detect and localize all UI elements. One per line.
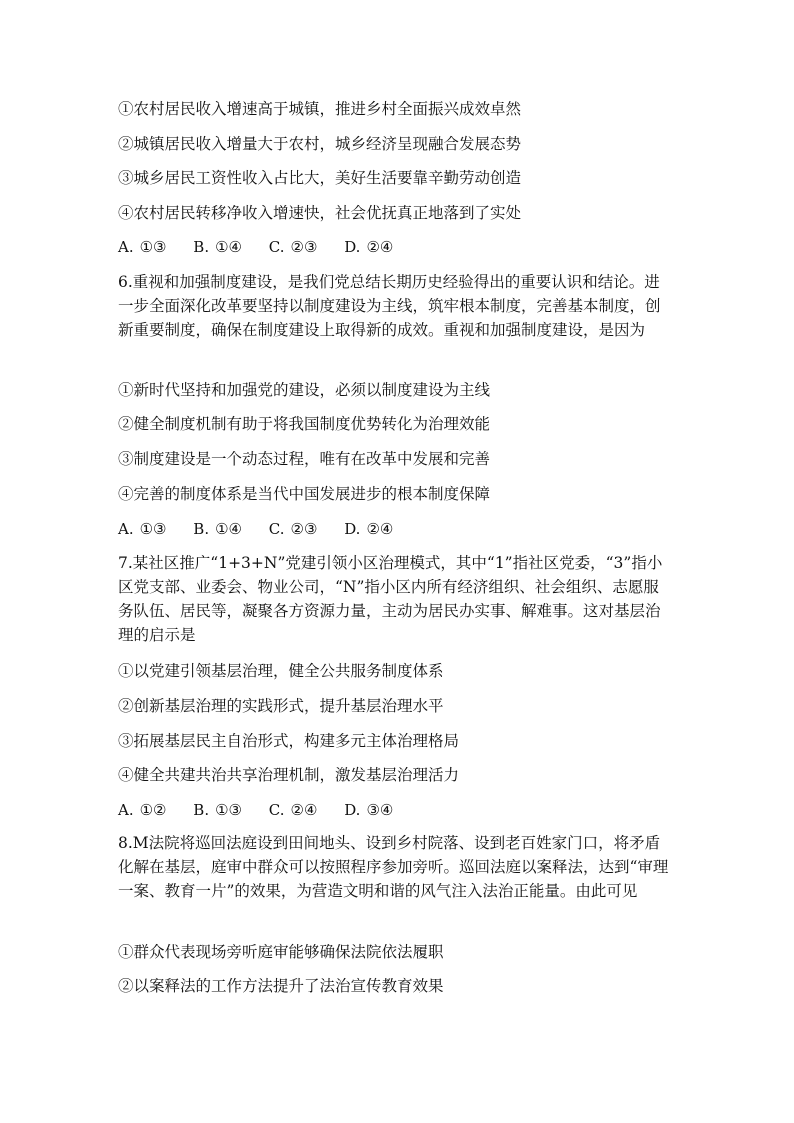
q7-option-2: ②创新基层治理的实践形式，提升基层治理水平 — [118, 697, 444, 715]
q6-choice-a[interactable]: A. ①③ — [118, 520, 167, 538]
q6-option-4: ④完善的制度体系是当代中国发展进步的根本制度保障 — [118, 485, 491, 503]
q7-stem: 7.某社区推广“1+3+N”党建引领小区治理模式，其中“1”指社区党委，“3”指小区党支部、业委会、物业公司，“N”指小区内所有经济组织、社会组织、志愿服务队伍、居民等，凝聚各方资源力量，主动为居民办实事、解难事。这对基层治理的启示是 — [118, 554, 663, 644]
q8-stem: 8.M法院将巡回法庭设到田间地头、设到乡村院落、设到老百姓家门口，将矛盾化解在基层，庭审中群众可以按照程序参加旁听。巡回法庭以案释法，达到“审理一案、教育一片”的效果，为营造文明和谐的风气注入法治正能量。由此可见 — [118, 834, 669, 900]
q8-option-1: ①群众代表现场旁听庭审能够确保法院依法履职 — [118, 943, 444, 961]
q7-choice-d[interactable]: D. ③④ — [344, 801, 394, 819]
q6-option-2: ②健全制度机制有助于将我国制度优势转化为治理效能 — [118, 415, 491, 433]
q5-choice-b[interactable]: B. ①④ — [193, 238, 242, 256]
q5-option-4: ④农村居民转移净收入增速快，社会优抚真正地落到了实处 — [118, 204, 522, 222]
q6-option-3: ③制度建设是一个动态过程，唯有在改革中发展和完善 — [118, 450, 491, 468]
q6-stem: 6.重视和加强制度建设，是我们党总结长期历史经验得出的重要认识和结论。进一步全面深化改革要坚持以制度建设为主线，筑牢根本制度，完善基本制度，创新重要制度，确保在制度建设上取得新的成效。重视和加强制度建设，是因为 — [118, 273, 661, 339]
q7-option-1: ①以党建引领基层治理，健全公共服务制度体系 — [118, 662, 444, 680]
q7-choice-a[interactable]: A. ①② — [118, 801, 167, 819]
q5-answer-choices — [118, 236, 678, 258]
q5-option-1: ①农村居民收入增速高于城镇，推进乡村全面振兴成效卓然 — [118, 100, 522, 118]
q6-option-1: ①新时代坚持和加强党的建设，必须以制度建设为主线 — [118, 381, 491, 399]
q7-option-3: ③拓展基层民主自治形式，构建多元主体治理格局 — [118, 732, 460, 750]
q5-option-3: ③城乡居民工资性收入占比大，美好生活要靠辛勤劳动创造 — [118, 169, 522, 187]
q8-option-2: ②以案释法的工作方法提升了法治宣传教育效果 — [118, 977, 444, 995]
q5-choice-c[interactable]: C. ②③ — [268, 238, 318, 256]
q7-choice-b[interactable]: B. ①③ — [193, 801, 242, 819]
q6-choice-c[interactable]: C. ②③ — [268, 520, 318, 538]
q6-answer-choices — [118, 518, 678, 540]
q5-choice-a[interactable]: A. ①③ — [118, 238, 167, 256]
q5-choice-d[interactable]: D. ②④ — [344, 238, 394, 256]
q5-option-2: ②城镇居民收入增量大于农村，城乡经济呈现融合发展态势 — [118, 135, 522, 153]
q6-choice-b[interactable]: B. ①④ — [193, 520, 242, 538]
q7-choice-c[interactable]: C. ②④ — [268, 801, 318, 819]
q6-choice-d[interactable]: D. ②④ — [344, 520, 394, 538]
q7-answer-choices — [118, 799, 678, 821]
q7-option-4: ④健全共建共治共享治理机制，激发基层治理活力 — [118, 766, 460, 784]
